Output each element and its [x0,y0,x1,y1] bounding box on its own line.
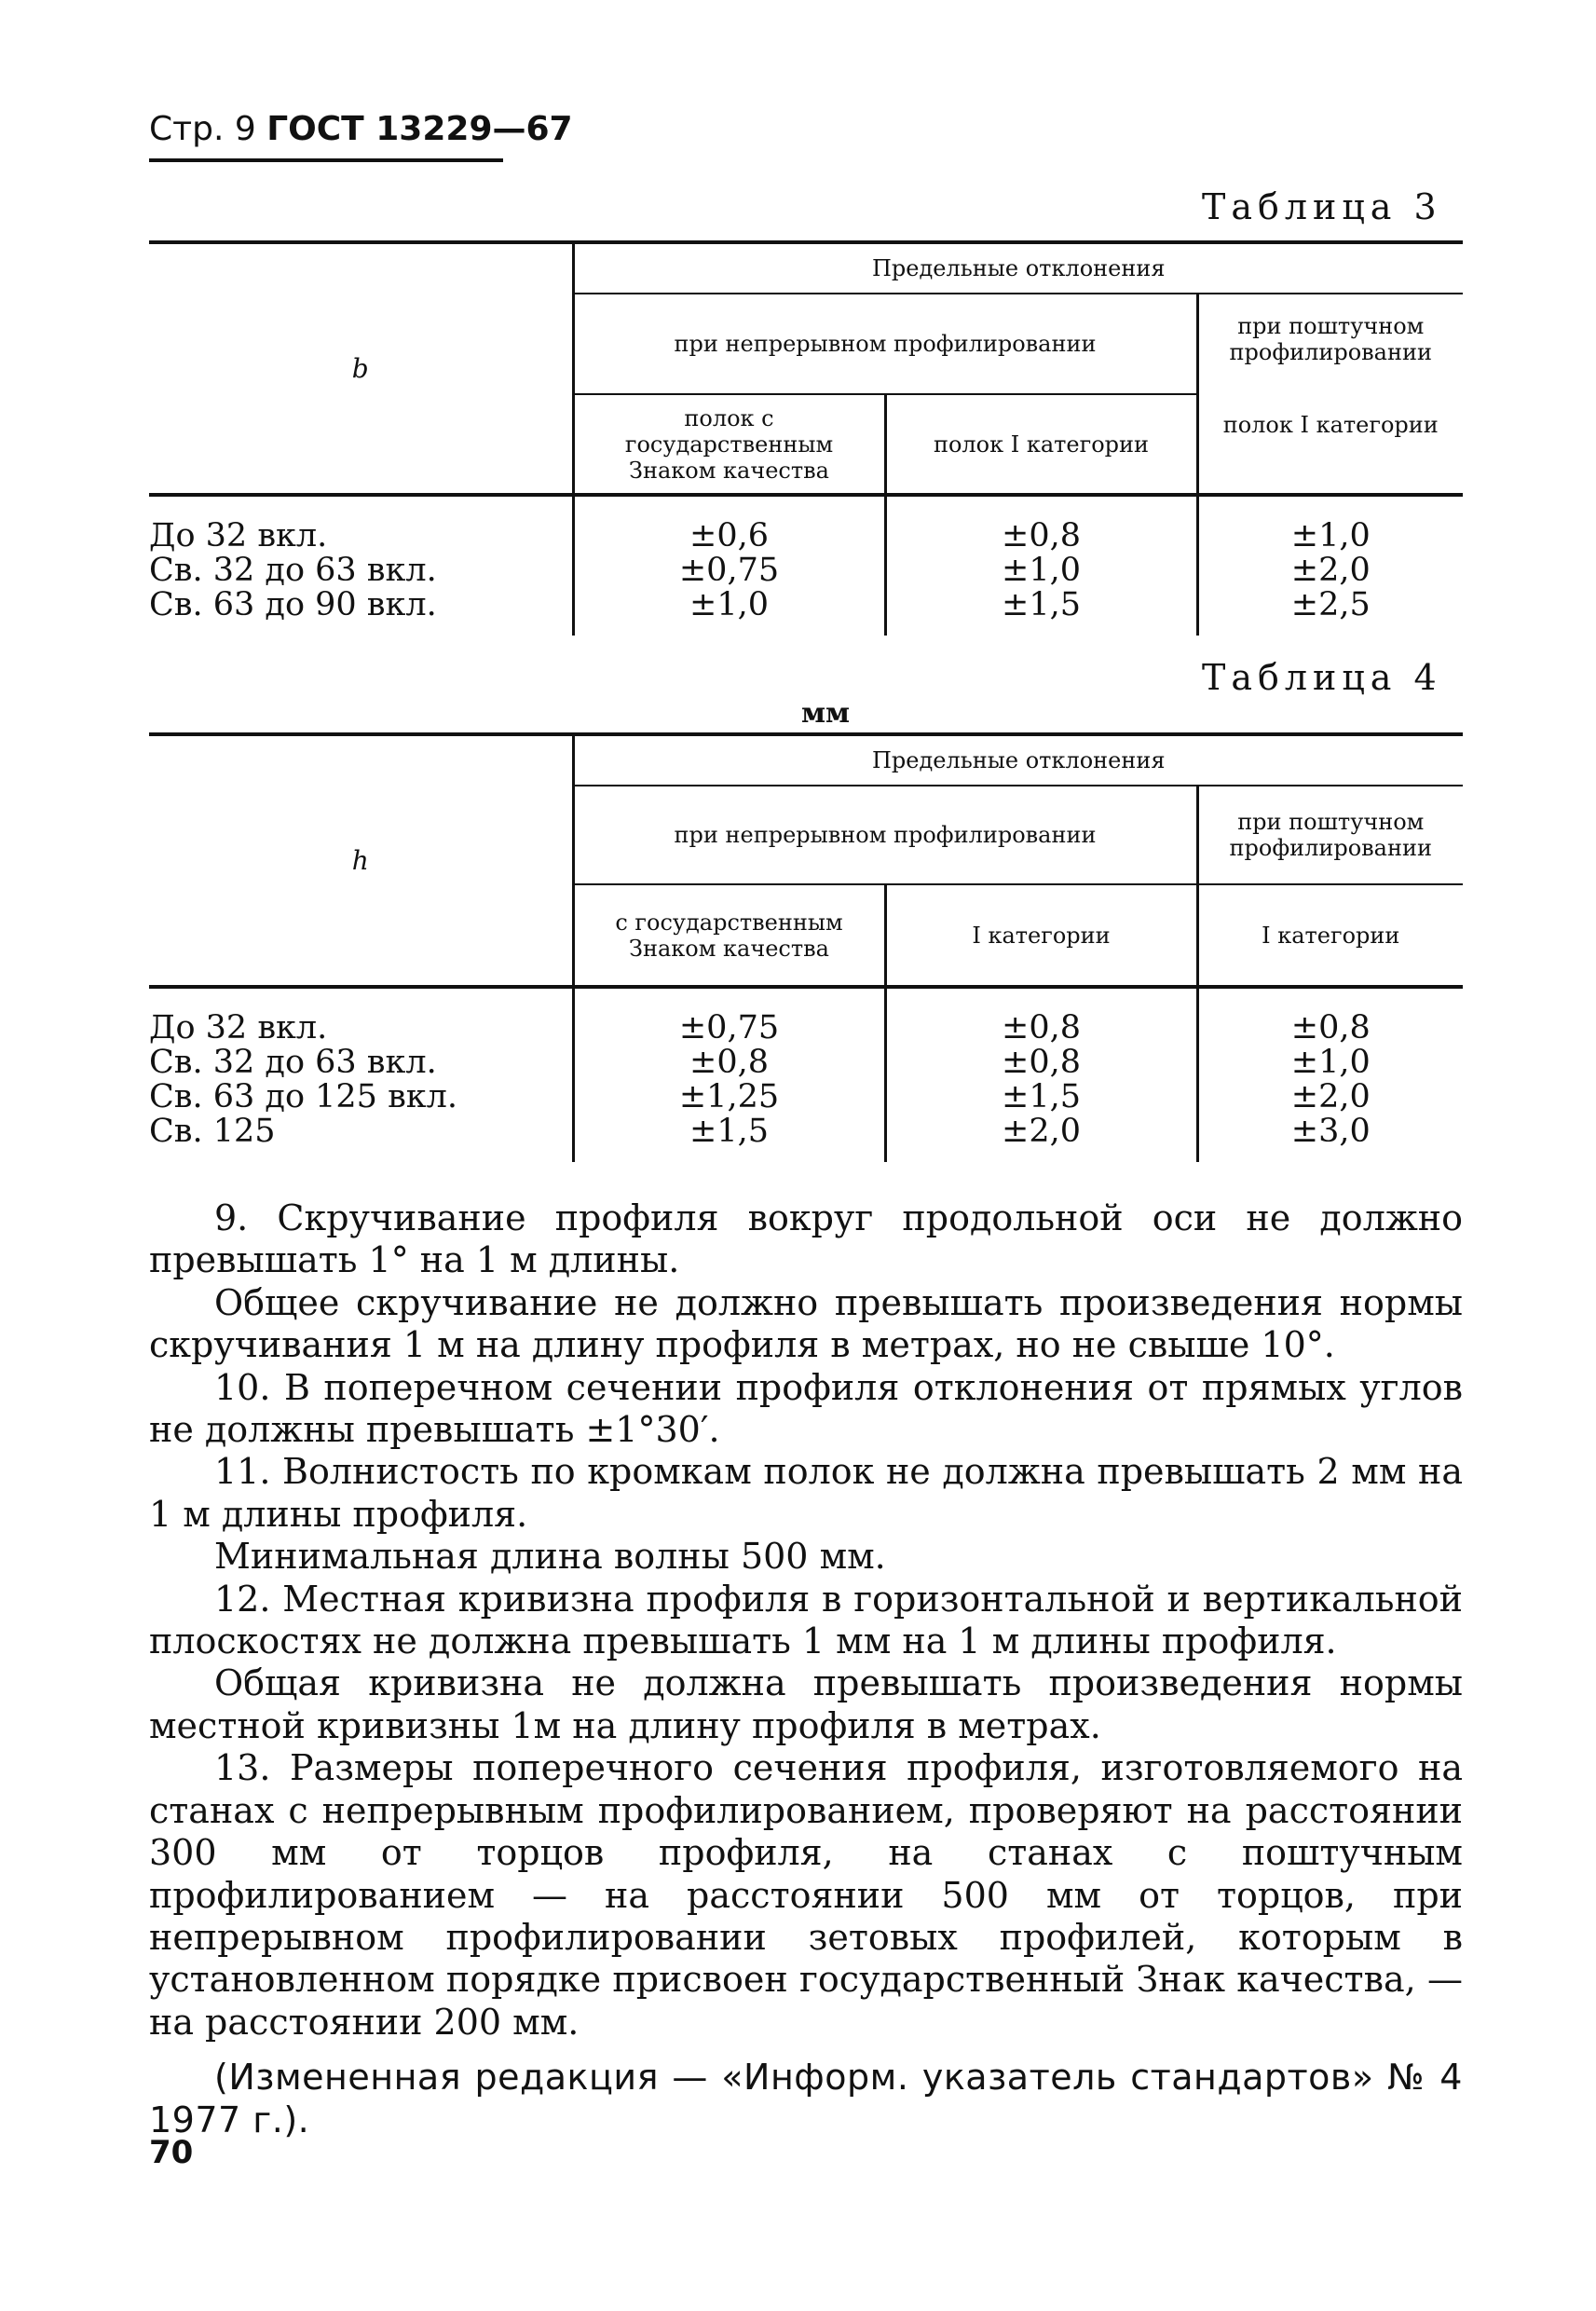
table4-corner: h [149,734,573,987]
table4-body [149,987,1463,1162]
table4-cat1-values [885,987,1197,1162]
paragraph: 9. Скручивание профиля вокруг продольной оси не должно превышать 1° на 1 м длины. [149,1197,1463,1281]
table3-corner: b [149,242,573,495]
table3-caption: Таблица 3 [1202,186,1442,227]
page-number: 70 [149,2134,194,2171]
table3-quality-header: полок с государственным Знаком качества [573,394,885,495]
header-rule [149,158,503,162]
table4-piece-values [1197,987,1463,1162]
table4-cell: ±0,8 [1002,1009,1081,1046]
table4-quality-header: с государственным Знаком качества [573,884,885,987]
table-4 [149,732,1463,1162]
table3-cell: ±1,0 [1290,517,1371,554]
table3-piece-header [1197,294,1463,495]
table3-row-label: Св. 32 до 63 вкл. [149,552,437,589]
table4-row-label: Св. 32 до 63 вкл. [149,1044,437,1081]
table4-group-title: Предельные отклонения [573,734,1463,786]
paragraph: Общее скручивание не должно превышать произведения нормы скручивания 1 м на длину профиля в метрах, но не свыше 10°. [149,1281,1463,1366]
table3-body [149,495,1463,636]
table4-cell: ±0,8 [1290,1009,1371,1046]
table4-cell: ±1,5 [689,1113,769,1150]
table3-quality-values [573,495,885,636]
table3-cell: ±0,8 [1002,517,1081,554]
table4-row-label: Св. 63 до 125 вкл. [149,1078,458,1115]
amendment-note: (Измененная редакция — «Информ. указатель стандартов» № 4 1977 г.). [149,2057,1463,2140]
table4-cell: ±3,0 [1290,1113,1371,1150]
table4-cell: ±0,75 [678,1009,780,1046]
table3-cat1-values [885,495,1197,636]
table4-cell: ±2,0 [1290,1078,1371,1115]
table3-cell: ±2,0 [1290,552,1371,589]
table4-cell: ±2,0 [1002,1113,1081,1150]
table4-row-label: До 32 вкл. [149,1009,328,1046]
page-label: Стр. 9 [149,110,256,148]
standard-number: ГОСТ 13229—67 [266,110,573,148]
table3-group-title: Предельные отклонения [573,242,1463,294]
table3-cell: ±1,0 [689,586,769,623]
table3-row-label: До 32 вкл. [149,517,328,554]
paragraph: 11. Волнистость по кромкам полок не должна превышать 2 мм на 1 м длины профиля. [149,1451,1463,1535]
table4-cell: ±1,5 [1002,1078,1081,1115]
table3-cell: ±1,5 [1002,586,1081,623]
table3-cell: ±2,5 [1290,586,1371,623]
table3-row-label: Св. 63 до 90 вкл. [149,586,437,623]
table4-cell: ±1,0 [1290,1044,1371,1081]
table3-labels [149,495,573,636]
table4-row-label: Св. 125 [149,1113,276,1150]
table4-cell: ±0,8 [689,1044,769,1081]
paragraph: 12. Местная кривизна профиля в горизонтальной и вертикальной плоскостях не должна превышать 1 мм на 1 м длины профиля. [149,1578,1463,1662]
table3-continuous-header: при непрерывном профилировании [573,294,1197,394]
table4-piece-cat1-header: I категории [1197,884,1463,987]
table-3 [149,240,1463,636]
table4-cat1-header: I категории [885,884,1197,987]
table4-piece-header: при поштучном профилировании [1197,786,1463,884]
table3-piece-values [1197,495,1463,636]
paragraph: Общая кривизна не должна превышать произведения нормы местной кривизны 1м на длину профиля в метрах. [149,1662,1463,1746]
table4-cell: ±0,8 [1002,1044,1081,1081]
table4-continuous-header: при непрерывном профилировании [573,786,1197,884]
table3-piece-header-text: при поштучном профилировании [1229,313,1432,365]
table3-cat1-header: полок I категории [885,394,1197,495]
table3-cell: ±1,0 [1002,552,1081,589]
table4-cell: ±1,25 [678,1078,780,1115]
table4-unit: мм [801,697,851,730]
table4-labels [149,987,573,1162]
page-header [149,110,573,148]
table3-cell: ±0,6 [689,517,769,554]
table4-caption: Таблица 4 [1202,657,1442,698]
table3-piece-cat1-header: полок I категории [1222,412,1439,438]
paragraph: 10. В поперечном сечении профиля отклонения от прямых углов не должны превышать ±1°30′. [149,1366,1463,1451]
paragraph: 13. Размеры поперечного сечения профиля, изготовляемого на станах с непрерывным профилированием, проверяют на расстоянии 300 мм от торцов профиля, на станах с поштучным профилированием — на расстоянии 500 мм от торцов, при непрерывном профилировании зетовых профилей, которым в установленном порядке присвоен государственный Знак качества, — на расстоянии 200 мм. [149,1747,1463,2043]
paragraph: Минимальная длина волны 500 мм. [214,1536,886,1578]
table4-quality-values [573,987,885,1162]
body-text [149,1197,1463,2141]
table3-cell: ±0,75 [678,552,780,589]
